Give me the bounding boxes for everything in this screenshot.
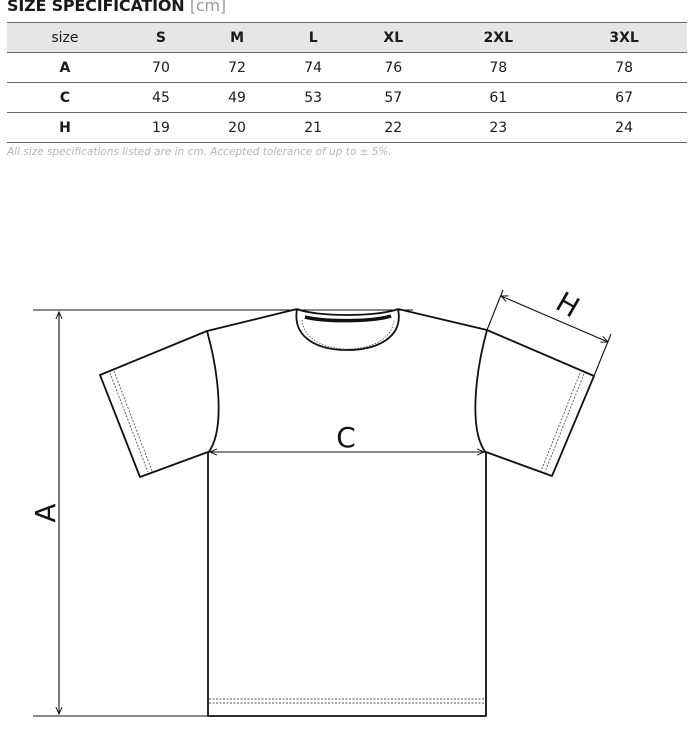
table-cell: 19 xyxy=(123,113,199,143)
tolerance-note: All size specifications listed are in cm. Accepted tolerance of up to ± 5%. xyxy=(7,146,392,158)
dimension-h-line xyxy=(501,296,608,342)
table-header-cell: XL xyxy=(351,23,435,53)
table-cell: 22 xyxy=(351,113,435,143)
tshirt-outline xyxy=(100,309,594,716)
label-a: A xyxy=(29,503,62,523)
table-cell: 24 xyxy=(561,113,687,143)
row-label: C xyxy=(7,83,123,113)
title-text: SIZE SPECIFICATION xyxy=(7,0,185,15)
row-label: A xyxy=(7,53,123,83)
dimension-h-ext-2 xyxy=(594,334,611,376)
table-cell: 78 xyxy=(561,53,687,83)
table-cell: 78 xyxy=(435,53,561,83)
table-cell: 53 xyxy=(275,83,351,113)
table-cell: 67 xyxy=(561,83,687,113)
right-sleeve-stitch xyxy=(545,374,584,472)
collar-band xyxy=(305,316,391,321)
label-h: H xyxy=(550,285,586,325)
table-cell: 74 xyxy=(275,53,351,83)
table-cell: 45 xyxy=(123,83,199,113)
dimension-h xyxy=(487,290,611,376)
table-cell: 70 xyxy=(123,53,199,83)
left-sleeve xyxy=(100,331,208,477)
table-header-cell: S xyxy=(123,23,199,53)
table-cell: 23 xyxy=(435,113,561,143)
title-unit: [cm] xyxy=(189,0,226,15)
left-sleeve-stitch-2 xyxy=(114,371,152,471)
tshirt-body xyxy=(207,309,487,716)
label-c: C xyxy=(336,421,356,454)
table-header-cell: 3XL xyxy=(561,23,687,53)
table-cell: 57 xyxy=(351,83,435,113)
row-label: H xyxy=(7,113,123,143)
table-cell: 20 xyxy=(199,113,275,143)
table-cell: 21 xyxy=(275,113,351,143)
table-cell: 61 xyxy=(435,83,561,113)
table-header-cell: 2XL xyxy=(435,23,561,53)
dimension-a xyxy=(33,310,413,716)
left-sleeve-stitch xyxy=(110,373,148,472)
table-cell: 76 xyxy=(351,53,435,83)
right-sleeve xyxy=(486,330,594,476)
dimension-h-ext-1 xyxy=(487,290,503,330)
table-header-cell: L xyxy=(275,23,351,53)
table-header-size: size xyxy=(7,23,123,53)
table-cell: 49 xyxy=(199,83,275,113)
table-cell: 72 xyxy=(199,53,275,83)
table-header-cell: M xyxy=(199,23,275,53)
